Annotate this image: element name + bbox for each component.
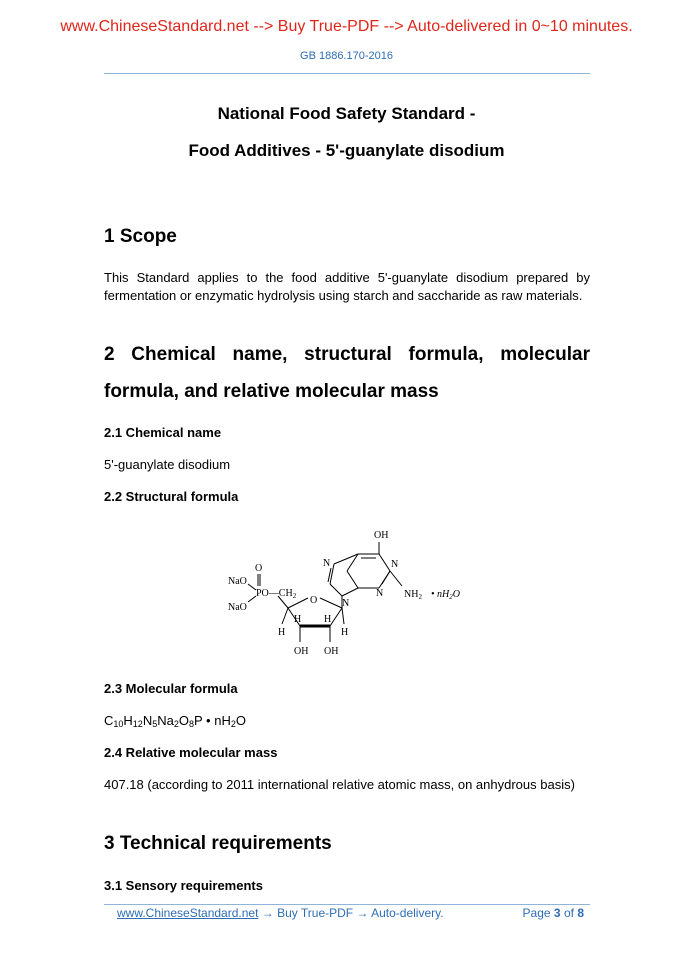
label-n1: N — [323, 558, 331, 569]
molecular-formula: $C_{10}H_{12}N_5Na_2O_8P$ • $nH_2O$ — [104, 713, 246, 729]
page-indicator: Page 3 of 8 — [522, 906, 584, 920]
label-nh2: NH — [404, 589, 419, 600]
label-hydrate: • nH — [431, 589, 450, 600]
label-po-sub: 2 — [292, 592, 297, 600]
label-nao1: NaO — [228, 576, 247, 587]
relative-mass-text: 407.18 (according to 2011 international relative atomic mass, on anhydrous basis) — [104, 777, 575, 792]
label-po-ch2: PO—CH — [256, 588, 293, 599]
molecular-formula-heading: 2.3 Molecular formula — [104, 681, 238, 696]
svg-text:NH2 — [404, 589, 422, 601]
svg-text:• nH2O — [431, 589, 460, 601]
label-o-ring: O — [310, 595, 318, 606]
document-title-line1: National Food Safety Standard - — [217, 104, 476, 123]
label-h3: H — [278, 627, 286, 638]
label-h4: H — [341, 627, 349, 638]
chemical-heading-line1: 2 Chemical name, structural formula, molecular — [104, 344, 590, 365]
footer-site-link[interactable]: www.ChineseStandard.net — [117, 906, 259, 920]
label-n4: N — [342, 598, 350, 609]
sensory-heading: 3.1 Sensory requirements — [104, 878, 263, 893]
label-hydrate-o: O — [452, 589, 460, 600]
label-nao2: NaO — [228, 602, 247, 613]
relative-mass-heading: 2.4 Relative molecular mass — [104, 745, 278, 760]
label-n3: N — [376, 588, 384, 599]
svg-text:PO—CH2 — [256, 588, 297, 600]
chemical-heading-line2: formula, and relative molecular mass — [104, 381, 439, 402]
chemical-name-value: 5'-guanylate disodium — [104, 457, 231, 472]
label-hydrate-sub: 2 — [449, 593, 453, 601]
header-divider — [104, 73, 590, 74]
page-footer — [104, 906, 590, 922]
label-oh2: OH — [324, 646, 339, 657]
label-h1: H — [294, 614, 302, 625]
label-nh2-sub: 2 — [418, 593, 422, 601]
structural-formula-diagram — [222, 524, 472, 664]
label-h2: H — [324, 614, 332, 625]
chemical-name-heading: 2.1 Chemical name — [104, 425, 222, 440]
document-title-line2: Food Additives - 5'-guanylate disodium — [188, 141, 505, 160]
footer-divider — [104, 904, 590, 905]
footer-buy-text[interactable]: → Buy True-PDF → Auto-delivery. — [258, 906, 444, 920]
header-banner[interactable]: www.ChineseStandard.net --> Buy True-PDF --> Auto-delivered in 0~10 minutes. — [60, 18, 633, 35]
scope-text: This Standard applies to the food additive 5'-guanylate disodium prepared by fermentation or enzymatic hydrolysis using starch and saccharide as raw materials. — [104, 270, 590, 303]
scope-heading: 1 Scope — [104, 226, 177, 247]
label-n2: N — [391, 559, 399, 570]
label-oh-top: OH — [374, 530, 389, 541]
label-oh1: OH — [294, 646, 309, 657]
structural-formula-heading: 2.2 Structural formula — [104, 489, 239, 504]
label-o-double: O — [255, 563, 263, 574]
technical-heading: 3 Technical requirements — [104, 833, 332, 854]
standard-number: GB 1886.170-2016 — [300, 50, 393, 62]
